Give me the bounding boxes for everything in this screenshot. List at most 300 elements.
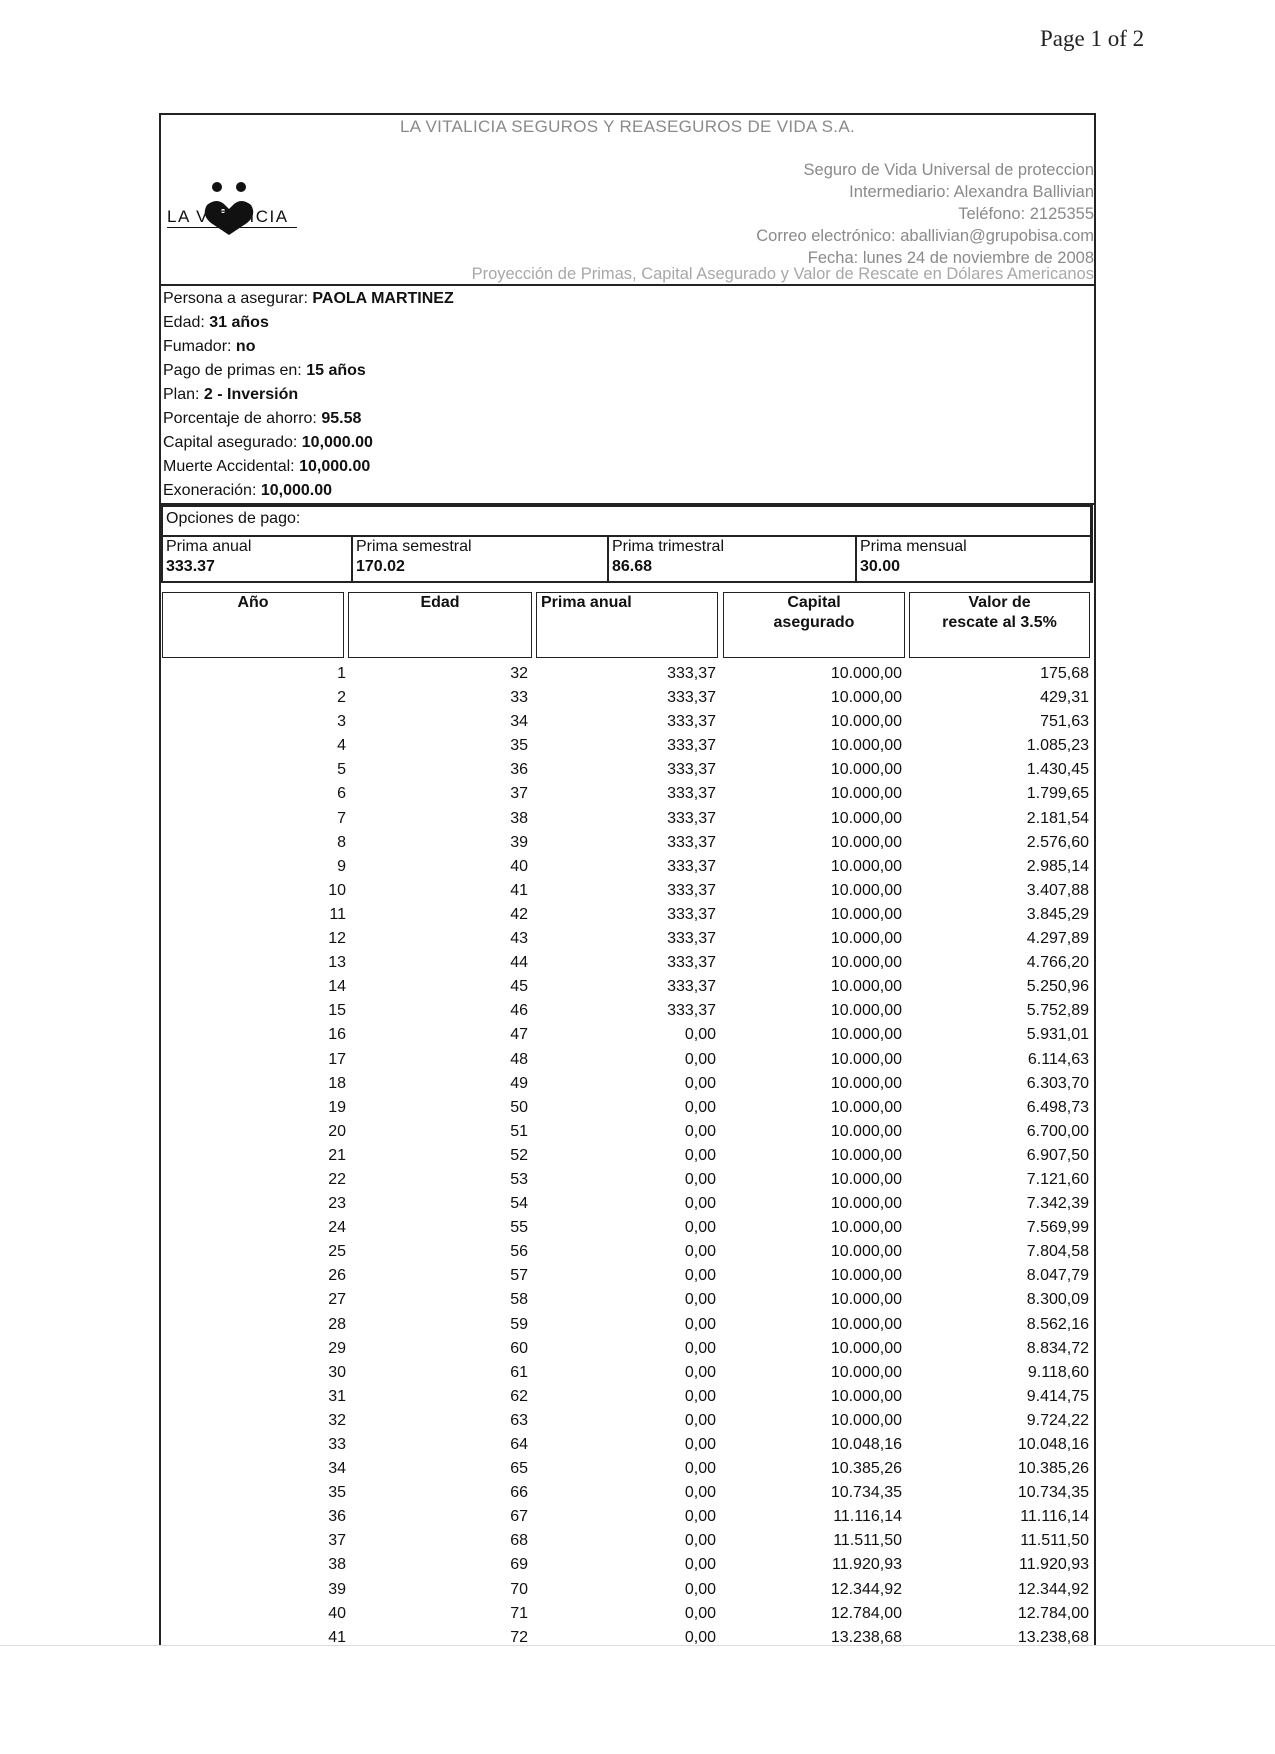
cell-age: 55 <box>510 1219 528 1237</box>
cell-annual-premium: 333,37 <box>667 881 716 899</box>
cell-surrender-value: 11.511,50 <box>1020 1532 1089 1550</box>
cell-age: 48 <box>510 1050 528 1068</box>
cell-insured-capital: 10.000,00 <box>830 1387 902 1405</box>
cell-insured-capital: 10.000,00 <box>830 1339 902 1357</box>
table-row <box>161 807 1091 831</box>
cell-annual-premium: 333,37 <box>667 809 716 827</box>
table-row <box>161 1168 1091 1192</box>
cell-annual-premium: 0,00 <box>684 1074 716 1092</box>
cell-year: 26 <box>328 1267 346 1285</box>
cell-annual-premium: 333,37 <box>667 857 716 875</box>
cell-surrender-value: 6.303,70 <box>1026 1074 1089 1092</box>
option-quarterly <box>609 537 857 581</box>
cell-surrender-value: 6.498,73 <box>1026 1098 1089 1116</box>
cell-age: 36 <box>510 761 528 779</box>
cell-year: 5 <box>337 761 346 779</box>
cell-year: 23 <box>328 1195 346 1213</box>
cell-insured-capital: 10.000,00 <box>830 1170 902 1188</box>
header-surrender-value-label: Valor de rescate al 3.5% <box>942 594 1057 631</box>
insured-value: 15 años <box>306 362 366 379</box>
cell-age: 49 <box>510 1074 528 1092</box>
table-row <box>161 1023 1091 1047</box>
cell-year: 17 <box>328 1050 346 1068</box>
cell-age: 58 <box>510 1291 528 1309</box>
cell-surrender-value: 7.569,99 <box>1026 1219 1089 1237</box>
cell-age: 32 <box>510 665 528 682</box>
table-row <box>161 999 1091 1023</box>
insured-row <box>163 479 1094 503</box>
cell-age: 34 <box>510 713 528 731</box>
cell-insured-capital: 10.000,00 <box>830 905 902 923</box>
table-row <box>161 1529 1091 1553</box>
cell-insured-capital: 10.000,00 <box>830 833 902 851</box>
cell-age: 60 <box>510 1339 528 1357</box>
header-age <box>348 592 532 658</box>
header-surrender-value <box>909 592 1090 658</box>
header-annual-premium-label: Prima anual <box>541 594 632 611</box>
cell-annual-premium: 0,00 <box>684 1243 716 1261</box>
cell-insured-capital: 10.000,00 <box>830 1074 902 1092</box>
cell-year: 32 <box>328 1411 346 1429</box>
cell-surrender-value: 3.407,88 <box>1026 881 1089 899</box>
cell-age: 66 <box>510 1484 528 1502</box>
header-insured-capital <box>723 592 905 658</box>
header-year-label: Año <box>237 594 269 611</box>
cell-annual-premium: 333,37 <box>667 930 716 948</box>
cell-annual-premium: 0,00 <box>684 1050 716 1068</box>
option-label: Prima semestral <box>356 538 472 555</box>
cell-annual-premium: 0,00 <box>684 1363 716 1381</box>
table-row <box>161 1602 1091 1626</box>
cell-annual-premium: 0,00 <box>684 1628 716 1646</box>
cell-year: 25 <box>328 1243 346 1261</box>
cell-insured-capital: 10.000,00 <box>830 665 902 682</box>
cell-annual-premium: 0,00 <box>684 1291 716 1309</box>
insured-row <box>163 407 1094 431</box>
cell-annual-premium: 0,00 <box>684 1484 716 1502</box>
insured-value: 95.58 <box>321 410 362 427</box>
table-row <box>161 734 1091 758</box>
cell-age: 64 <box>510 1436 528 1453</box>
option-value: 86.68 <box>612 558 653 575</box>
cell-insured-capital: 13.238,68 <box>830 1628 902 1646</box>
insured-label: Persona a asegurar: <box>163 290 313 307</box>
cell-annual-premium: 0,00 <box>684 1195 716 1213</box>
cell-surrender-value: 2.181,54 <box>1026 809 1089 827</box>
cell-age: 38 <box>510 809 528 827</box>
insured-label: Pago de primas en: <box>163 362 307 379</box>
cell-insured-capital: 10.000,00 <box>830 713 902 731</box>
cell-insured-capital: 10.000,00 <box>830 809 902 827</box>
cell-age: 46 <box>510 1002 528 1020</box>
cell-insured-capital: 10.000,00 <box>830 857 902 875</box>
cell-surrender-value: 10.385,26 <box>1017 1460 1089 1478</box>
cell-age: 56 <box>510 1243 528 1261</box>
table-row <box>161 1072 1091 1096</box>
cell-insured-capital: 10.000,00 <box>830 785 902 803</box>
cell-surrender-value: 12.344,92 <box>1017 1580 1089 1598</box>
cell-surrender-value: 1.799,65 <box>1026 785 1089 803</box>
cell-insured-capital: 11.116,14 <box>833 1508 902 1526</box>
table-row <box>161 1240 1091 1264</box>
cell-annual-premium: 0,00 <box>684 1170 716 1188</box>
insured-value: 31 años <box>209 314 269 331</box>
cell-insured-capital: 10.000,00 <box>830 689 902 707</box>
insured-row <box>163 431 1094 455</box>
cell-annual-premium: 0,00 <box>684 1532 716 1550</box>
table-row <box>161 879 1091 903</box>
cell-surrender-value: 429,31 <box>1040 689 1089 707</box>
table-row <box>161 1337 1091 1361</box>
cell-surrender-value: 5.931,01 <box>1026 1026 1089 1044</box>
cell-age: 35 <box>510 737 528 755</box>
cell-age: 69 <box>510 1556 528 1574</box>
insured-label: Muerte Accidental: <box>163 458 300 475</box>
cell-age: 41 <box>510 881 528 899</box>
table-row <box>161 1048 1091 1072</box>
cell-age: 72 <box>510 1628 528 1646</box>
cell-surrender-value: 7.804,58 <box>1026 1243 1089 1261</box>
table-row <box>161 710 1091 734</box>
cell-age: 45 <box>510 978 528 996</box>
header-age-label: Edad <box>420 594 460 611</box>
cell-year: 33 <box>328 1436 346 1453</box>
table-row <box>161 1120 1091 1144</box>
cell-surrender-value: 9.724,22 <box>1026 1411 1089 1429</box>
insured-row <box>163 383 1094 407</box>
cell-annual-premium: 333,37 <box>667 785 716 803</box>
table-row <box>161 758 1091 782</box>
cell-annual-premium: 333,37 <box>667 954 716 972</box>
payment-options <box>161 505 1093 583</box>
table-row <box>161 1505 1091 1529</box>
cell-surrender-value: 11.920,93 <box>1019 1556 1089 1574</box>
cell-age: 47 <box>510 1026 528 1044</box>
option-value: 333.37 <box>166 558 215 575</box>
page-number: Page 1 of 2 <box>1040 26 1145 51</box>
cell-insured-capital: 10.000,00 <box>830 1219 902 1237</box>
cell-annual-premium: 0,00 <box>684 1556 716 1574</box>
cell-surrender-value: 8.562,16 <box>1026 1315 1089 1333</box>
insured-label: Edad: <box>163 314 210 331</box>
cell-surrender-value: 6.700,00 <box>1026 1122 1089 1140</box>
header-email: Correo electrónico: aballivian@grupobisa.com <box>756 227 1094 245</box>
insured-row <box>163 287 1094 311</box>
cell-surrender-value: 13.238,68 <box>1017 1628 1089 1646</box>
cell-year: 2 <box>337 689 346 707</box>
cell-year: 24 <box>328 1219 346 1237</box>
insured-details <box>161 287 1094 502</box>
header-intermediary: Intermediario: Alexandra Ballivian <box>849 183 1094 201</box>
cell-annual-premium: 0,00 <box>684 1122 716 1140</box>
cell-surrender-value: 175,68 <box>1040 665 1089 682</box>
table-row <box>161 1578 1091 1602</box>
insured-value: no <box>235 338 256 355</box>
cell-insured-capital: 10.000,00 <box>830 881 902 899</box>
cell-annual-premium: 333,37 <box>667 833 716 851</box>
cell-insured-capital: 10.734,35 <box>830 1484 902 1502</box>
cell-year: 36 <box>328 1508 346 1526</box>
cell-year: 10 <box>328 881 346 899</box>
insured-value: 10,000.00 <box>299 458 371 475</box>
cell-insured-capital: 10.000,00 <box>830 1267 902 1285</box>
cell-annual-premium: 0,00 <box>684 1315 716 1333</box>
cell-age: 68 <box>510 1532 528 1550</box>
insured-value: 10,000.00 <box>260 482 333 499</box>
document-header <box>159 113 1096 286</box>
header-date: Fecha: lunes 24 de noviembre de 2008 <box>807 249 1094 267</box>
cell-year: 19 <box>328 1098 346 1116</box>
cell-annual-premium: 333,37 <box>667 905 716 923</box>
cell-annual-premium: 0,00 <box>684 1146 716 1164</box>
cell-annual-premium: 333,37 <box>667 761 716 779</box>
table-row <box>161 951 1091 975</box>
table-row <box>161 1144 1091 1168</box>
cell-year: 8 <box>337 833 346 851</box>
cell-surrender-value: 3.845,29 <box>1026 905 1089 923</box>
table-row <box>161 782 1091 806</box>
cell-insured-capital: 10.000,00 <box>830 1291 902 1309</box>
cell-insured-capital: 10.000,00 <box>830 1122 902 1140</box>
cell-year: 29 <box>328 1339 346 1357</box>
header-insured-capital-label: Capital asegurado <box>773 594 855 631</box>
option-label: Prima anual <box>166 538 252 555</box>
insured-label: Plan: <box>163 386 204 403</box>
insured-label: Capital asegurado: <box>163 434 302 451</box>
cell-surrender-value: 2.576,60 <box>1026 833 1089 851</box>
cell-insured-capital: 10.000,00 <box>830 930 902 948</box>
cell-annual-premium: 333,37 <box>667 665 716 682</box>
cell-surrender-value: 6.907,50 <box>1026 1146 1089 1164</box>
table-row <box>161 855 1091 879</box>
logo-text: LA VITALICIA <box>167 207 289 226</box>
page-bottom-edge <box>0 1645 1275 1646</box>
payment-options-title: Opciones de pago: <box>166 510 301 527</box>
cell-age: 63 <box>510 1411 528 1429</box>
logo-divider <box>167 227 297 228</box>
insured-label: Porcentaje de ahorro: <box>163 410 322 427</box>
insured-value: PAOLA MARTINEZ <box>312 290 454 307</box>
cell-insured-capital: 10.000,00 <box>830 1315 902 1333</box>
cell-year: 12 <box>328 930 346 948</box>
insured-value: 10,000.00 <box>301 434 373 451</box>
cell-surrender-value: 2.985,14 <box>1026 857 1089 875</box>
header-phone: Teléfono: 2125355 <box>958 205 1094 223</box>
cell-insured-capital: 11.511,50 <box>833 1532 902 1550</box>
cell-insured-capital: 10.000,00 <box>830 978 902 996</box>
cell-year: 37 <box>328 1532 346 1550</box>
cell-surrender-value: 8.047,79 <box>1026 1267 1089 1285</box>
table-row <box>161 1433 1091 1457</box>
table-row <box>161 927 1091 951</box>
cell-annual-premium: 0,00 <box>684 1026 716 1044</box>
table-row <box>161 1481 1091 1505</box>
cell-insured-capital: 10.000,00 <box>830 1411 902 1429</box>
cell-surrender-value: 5.752,89 <box>1026 1002 1089 1020</box>
cell-year: 27 <box>328 1291 346 1309</box>
cell-insured-capital: 10.000,00 <box>830 1026 902 1044</box>
option-annual <box>163 537 353 581</box>
cell-year: 39 <box>328 1580 346 1598</box>
cell-surrender-value: 5.250,96 <box>1026 978 1089 996</box>
table-row <box>161 662 1091 686</box>
cell-age: 67 <box>510 1508 528 1526</box>
option-monthly <box>857 537 1090 581</box>
cell-insured-capital: 10.000,00 <box>830 1363 902 1381</box>
table-row <box>161 1096 1091 1120</box>
cell-annual-premium: 0,00 <box>684 1411 716 1429</box>
insured-row <box>163 455 1094 479</box>
cell-year: 30 <box>328 1363 346 1381</box>
cell-surrender-value: 6.114,63 <box>1027 1050 1089 1068</box>
table-row <box>161 686 1091 710</box>
header-projection-title: Proyección de Primas, Capital Asegurado y Valor de Rescate en Dólares Americanos <box>471 265 1094 283</box>
cell-age: 51 <box>510 1122 528 1140</box>
cell-insured-capital: 10.000,00 <box>830 1146 902 1164</box>
cell-annual-premium: 0,00 <box>684 1339 716 1357</box>
cell-surrender-value: 10.048,16 <box>1017 1436 1089 1453</box>
cell-year: 20 <box>328 1122 346 1140</box>
cell-surrender-value: 751,63 <box>1040 713 1089 731</box>
projection-table-body <box>161 662 1091 1650</box>
cell-year: 3 <box>337 713 346 731</box>
cell-surrender-value: 9.118,60 <box>1027 1363 1089 1381</box>
cell-surrender-value: 4.297,89 <box>1026 930 1089 948</box>
cell-surrender-value: 1.430,45 <box>1026 761 1089 779</box>
company-name: LA VITALICIA SEGUROS Y REASEGUROS DE VIDA S.A. <box>399 117 855 136</box>
cell-year: 7 <box>337 809 346 827</box>
cell-year: 31 <box>328 1387 346 1405</box>
cell-surrender-value: 4.766,20 <box>1026 954 1089 972</box>
cell-age: 33 <box>510 689 528 707</box>
cell-age: 37 <box>510 785 528 803</box>
cell-year: 38 <box>328 1556 346 1574</box>
cell-insured-capital: 10.048,16 <box>830 1436 902 1453</box>
cell-year: 4 <box>337 737 346 755</box>
insured-label: Exoneración: <box>163 482 261 499</box>
table-row <box>161 1361 1091 1385</box>
cell-surrender-value: 7.342,39 <box>1026 1195 1089 1213</box>
insured-row <box>163 335 1094 359</box>
cell-year: 6 <box>337 785 346 803</box>
cell-age: 44 <box>510 954 528 972</box>
insured-row <box>163 311 1094 335</box>
option-label: Prima mensual <box>860 538 967 555</box>
table-row <box>161 1264 1091 1288</box>
cell-age: 71 <box>510 1604 528 1622</box>
table-row <box>161 903 1091 927</box>
cell-year: 1 <box>337 665 346 682</box>
cell-year: 11 <box>329 905 346 923</box>
cell-annual-premium: 333,37 <box>667 737 716 755</box>
table-row <box>161 1313 1091 1337</box>
option-label: Prima trimestral <box>612 538 725 555</box>
cell-age: 39 <box>510 833 528 851</box>
cell-surrender-value: 10.734,35 <box>1017 1484 1089 1502</box>
cell-annual-premium: 333,37 <box>667 978 716 996</box>
option-semiannual <box>353 537 609 581</box>
cell-age: 53 <box>510 1170 528 1188</box>
table-row <box>161 1216 1091 1240</box>
table-row <box>161 1553 1091 1577</box>
cell-age: 54 <box>510 1195 528 1213</box>
cell-annual-premium: 0,00 <box>684 1580 716 1598</box>
cell-insured-capital: 10.000,00 <box>830 1195 902 1213</box>
cell-year: 14 <box>328 978 346 996</box>
cell-annual-premium: 333,37 <box>667 1002 716 1020</box>
cell-age: 61 <box>510 1363 528 1381</box>
cell-year: 21 <box>328 1146 346 1164</box>
cell-annual-premium: 0,00 <box>684 1098 716 1116</box>
table-row <box>161 1409 1091 1433</box>
cell-surrender-value: 9.414,75 <box>1026 1387 1089 1405</box>
option-value: 30.00 <box>860 558 901 575</box>
cell-insured-capital: 12.344,92 <box>830 1580 902 1598</box>
cell-insured-capital: 10.385,26 <box>830 1460 902 1478</box>
cell-year: 22 <box>328 1170 346 1188</box>
cell-insured-capital: 10.000,00 <box>830 1243 902 1261</box>
cell-surrender-value: 11.116,14 <box>1020 1508 1089 1526</box>
header-annual-premium <box>536 592 718 658</box>
cell-insured-capital: 10.000,00 <box>830 1098 902 1116</box>
cell-annual-premium: 333,37 <box>667 689 716 707</box>
table-row <box>161 1288 1091 1312</box>
cell-surrender-value: 8.834,72 <box>1026 1339 1089 1357</box>
option-value: 170.02 <box>356 558 405 575</box>
cell-year: 34 <box>328 1460 346 1478</box>
cell-surrender-value: 12.784,00 <box>1017 1604 1089 1622</box>
cell-insured-capital: 10.000,00 <box>830 1002 902 1020</box>
cell-surrender-value: 1.085,23 <box>1026 737 1089 755</box>
cell-annual-premium: 0,00 <box>684 1508 716 1526</box>
table-row <box>161 1457 1091 1481</box>
cell-year: 16 <box>328 1026 346 1044</box>
cell-age: 70 <box>510 1580 528 1598</box>
cell-age: 42 <box>510 905 528 923</box>
cell-annual-premium: 0,00 <box>684 1219 716 1237</box>
cell-annual-premium: 0,00 <box>684 1604 716 1622</box>
cell-year: 9 <box>337 857 346 875</box>
cell-annual-premium: 333,37 <box>667 713 716 731</box>
cell-annual-premium: 0,00 <box>684 1460 716 1478</box>
table-row <box>161 1192 1091 1216</box>
cell-age: 57 <box>510 1267 528 1285</box>
cell-year: 18 <box>328 1074 346 1092</box>
cell-age: 50 <box>510 1098 528 1116</box>
cell-year: 13 <box>328 954 346 972</box>
cell-age: 40 <box>510 857 528 875</box>
cell-surrender-value: 8.300,09 <box>1026 1291 1089 1309</box>
cell-annual-premium: 0,00 <box>684 1387 716 1405</box>
cell-annual-premium: 0,00 <box>684 1436 716 1453</box>
table-row <box>161 1385 1091 1409</box>
cell-year: 40 <box>328 1604 346 1622</box>
cell-insured-capital: 12.784,00 <box>830 1604 902 1622</box>
cell-insured-capital: 10.000,00 <box>830 761 902 779</box>
table-row <box>161 1626 1091 1650</box>
header-year <box>162 592 344 658</box>
cell-year: 15 <box>328 1002 346 1020</box>
cell-insured-capital: 10.000,00 <box>830 954 902 972</box>
cell-annual-premium: 0,00 <box>684 1267 716 1285</box>
cell-age: 43 <box>510 930 528 948</box>
cell-insured-capital: 11.920,93 <box>832 1556 902 1574</box>
table-row <box>161 975 1091 999</box>
cell-surrender-value: 7.121,60 <box>1026 1170 1089 1188</box>
insured-value: 2 - Inversión <box>203 386 299 403</box>
cell-age: 52 <box>510 1146 528 1164</box>
cell-age: 59 <box>510 1315 528 1333</box>
